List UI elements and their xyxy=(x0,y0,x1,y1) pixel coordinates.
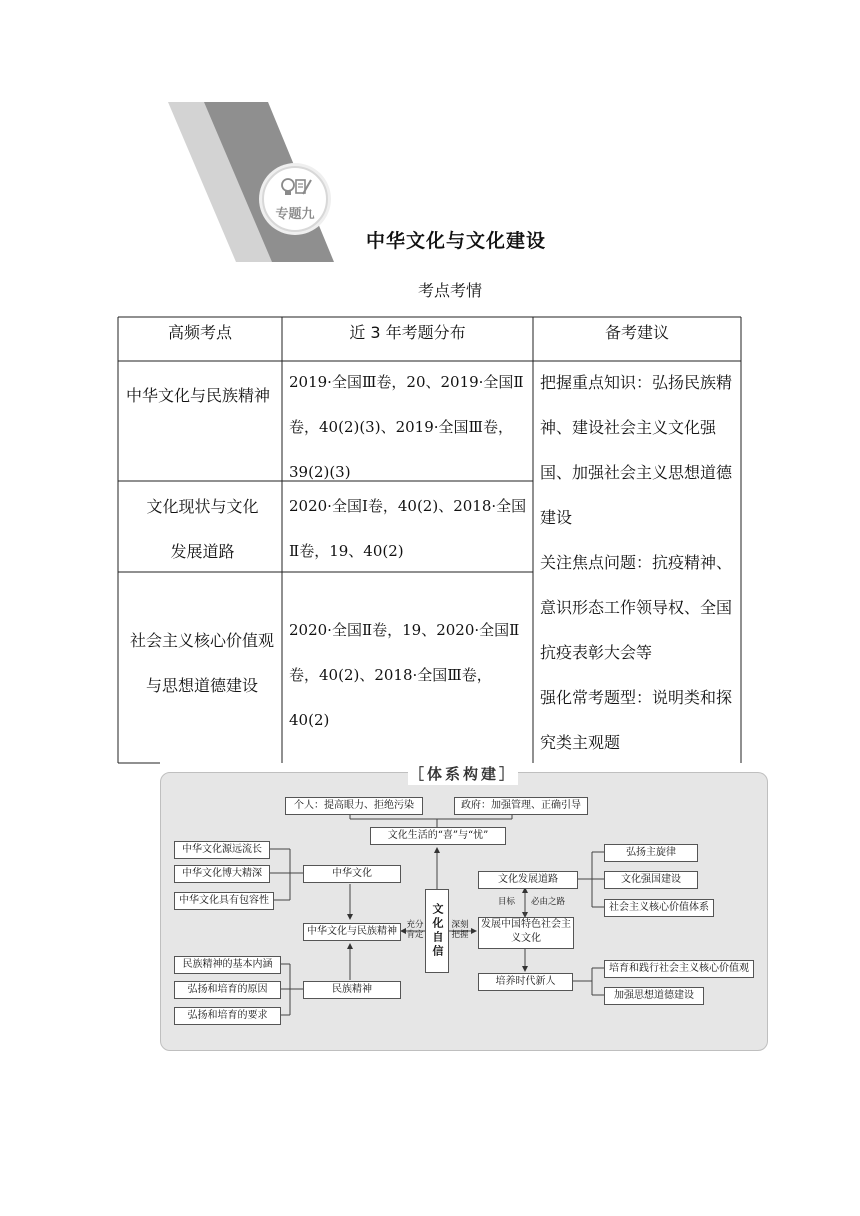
label-deep-grasp: 深刻把握 xyxy=(451,920,469,940)
box-right-5: 加强思想道德建设 xyxy=(604,987,704,1005)
box-joy-worry: 文化生活的“喜”与“忧” xyxy=(370,827,506,845)
chapter-number: 专题九 xyxy=(275,207,315,222)
box-left-1: 中华文化源远流长 xyxy=(174,841,270,859)
box-right-1: 弘扬主旋律 xyxy=(604,844,698,862)
table-row-1-exams: 2019·全国Ⅲ卷，20、2019·全国Ⅱ卷，40(2)(3)、2019·全国Ⅲ卷，39(2)(3) xyxy=(289,373,524,481)
label-fully-affirm: 充分肯定 xyxy=(406,920,424,940)
chapter-title: 中华文化与文化建设 xyxy=(366,230,547,252)
box-individual: 个人：提高眼力、拒绝污染 xyxy=(285,797,423,815)
box-left-4: 民族精神的基本内涵 xyxy=(174,956,281,974)
column-header-topic: 高频考点 xyxy=(167,323,232,342)
box-left-5: 弘扬和培育的原因 xyxy=(174,981,281,999)
label-goal: 目标 xyxy=(498,897,516,907)
box-development-road: 文化发展道路 xyxy=(478,871,578,889)
box-cultural-confidence: 文化自信 xyxy=(425,889,449,973)
box-left-6: 弘扬和培育的要求 xyxy=(174,1007,281,1025)
box-new-people: 培养时代新人 xyxy=(478,973,573,991)
chapter-badge xyxy=(262,166,328,232)
box-socialist-culture: 发展中国特色社会主义文化 xyxy=(478,917,574,949)
table-row-2-topic: 文化现状与文化发展道路 xyxy=(146,497,259,561)
box-government: 政府：加强管理、正确引导 xyxy=(454,797,588,815)
framework-title: ［体系构建］ xyxy=(408,765,517,783)
box-right-4: 培育和践行社会主义核心价值观 xyxy=(604,960,754,978)
table-row-3-topic: 社会主义核心价值观与思想道德建设 xyxy=(129,631,274,695)
box-left-2: 中华文化博大精深 xyxy=(174,865,270,883)
idea-pencil-icon xyxy=(277,176,313,198)
table-row-2-exams: 2020·全国Ⅰ卷，40(2)、2018·全国Ⅱ卷，19、40(2) xyxy=(289,497,527,560)
box-right-2: 文化强国建设 xyxy=(604,871,698,889)
box-right-3: 社会主义核心价值体系 xyxy=(604,899,714,917)
table-row-3-exams: 2020·全国Ⅱ卷，19、2020·全国Ⅱ卷，40(2)、2018·全国Ⅲ卷，40(2) xyxy=(289,621,520,729)
table-caption: 考点考情 xyxy=(417,281,482,300)
box-national-spirit: 民族精神 xyxy=(303,981,401,999)
table-advice: 把握重点知识：弘扬民族精神、建设社会主义文化强国、加强社会主义思想道德建设 关注焦点问题：抗疫精神、意识形态工作领导权、全国抗疫表彰大会等 强化常考题型：说明类和探究类主观题 xyxy=(540,373,733,752)
table-row-1-topic: 中华文化与民族精神 xyxy=(126,386,271,405)
column-header-advice: 备考建议 xyxy=(604,323,669,342)
column-header-exams: 近 3 年考题分布 xyxy=(349,323,466,342)
box-left-3: 中华文化具有包容性 xyxy=(174,892,274,910)
box-chinese-culture: 中华文化 xyxy=(303,865,401,883)
label-must-road: 必由之路 xyxy=(531,897,566,907)
box-culture-spirit: 中华文化与民族精神 xyxy=(303,923,401,941)
